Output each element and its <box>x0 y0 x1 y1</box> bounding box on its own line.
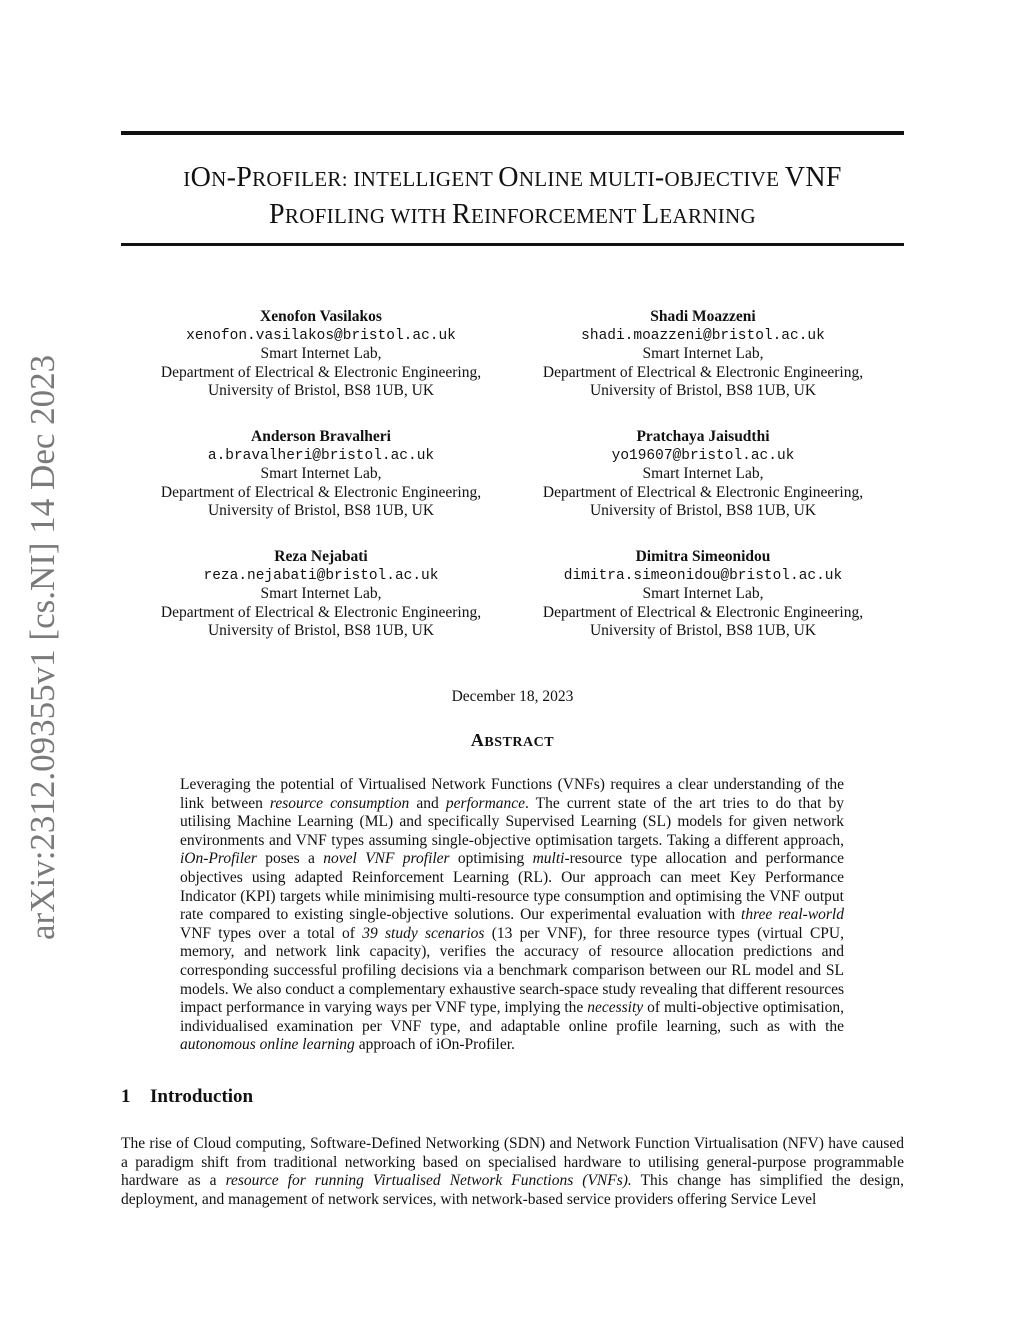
author-email[interactable]: reza.nejabati@bristol.ac.uk <box>203 567 439 584</box>
author-department: Department of Electrical & Electronic Engineering, <box>160 363 482 381</box>
author-department: Department of Electrical & Electronic Engineering, <box>542 363 864 381</box>
author-name: Xenofon Vasilakos <box>260 308 382 325</box>
author-email[interactable]: xenofon.vasilakos@bristol.ac.uk <box>186 327 456 344</box>
author-university: University of Bristol, BS8 1UB, UK <box>207 622 435 639</box>
author-block <box>121 428 521 521</box>
author-name: Dimitra Simeonidou <box>635 548 771 565</box>
author-lab: Smart Internet Lab, <box>642 585 764 602</box>
author-lab: Smart Internet Lab, <box>260 585 382 602</box>
title-top-rule <box>121 131 904 135</box>
author-name: Pratchaya Jaisudthi <box>636 428 770 445</box>
author-department: Department of Electrical & Electronic Engineering, <box>160 483 482 501</box>
author-email[interactable]: shadi.moazzeni@bristol.ac.uk <box>581 327 825 344</box>
author-email[interactable]: a.bravalheri@bristol.ac.uk <box>207 447 435 464</box>
author-department: Department of Electrical & Electronic Engineering, <box>160 603 482 621</box>
abstract-body: Leveraging the potential of Virtualised Network Functions (VNFs) requires a clear understanding of the link between resource consumption and performance. The current state of the art tries to do that by utilising Machine Learning (ML) and specifically Supervised Learning (SL) models for given network environments and VNF types assuming single-objective optimisation targets. Taking a different approach, iOn-Profiler poses a novel VNF profiler optimising multi-resource type allocation and performance objectives using adapted Reinforcement Learning (RL). Our approach can meet Key Performance Indicator (KPI) targets while minimising multi-resource type consumption and optimising the VNF output rate compared to existing single-objective solutions. Our experimental evaluation with three real-world VNF types over a total of 39 study scenarios (13 per VNF), for three resource types (virtual CPU, memory, and network link capacity), verifies the accuracy of resource allocation predictions and corresponding successful profiling decisions via a benchmark comparison between our RL model and SL models. We also conduct a complementary exhaustive search-space study revealing that different resources impact performance in varying ways per VNF type, implying the necessity of multi-objective optimisation, individualised examination per VNF type, and adaptable online profile learning, such as with the autonomous online learning approach of iOn-Profiler. <box>180 776 845 1054</box>
author-lab: Smart Internet Lab, <box>260 345 382 362</box>
author-department: Department of Electrical & Electronic Engineering, <box>542 483 864 501</box>
author-department: Department of Electrical & Electronic Engineering, <box>542 603 864 621</box>
author-university: University of Bristol, BS8 1UB, UK <box>589 382 817 399</box>
author-university: University of Bristol, BS8 1UB, UK <box>589 502 817 519</box>
author-block <box>503 548 903 641</box>
title-bottom-rule <box>121 243 904 246</box>
author-lab: Smart Internet Lab, <box>642 345 764 362</box>
author-block <box>121 548 521 641</box>
arxiv-identifier: arXiv:2312.09355v1 [cs.NI] 14 Dec 2023 <box>23 354 62 940</box>
author-university: University of Bristol, BS8 1UB, UK <box>207 502 435 519</box>
author-university: University of Bristol, BS8 1UB, UK <box>589 622 817 639</box>
title-line-1: ION-PROFILER: INTELLIGENT ONLINE MULTI-OBJECTIVE VNF <box>183 162 842 193</box>
author-email[interactable]: yo19607@bristol.ac.uk <box>611 447 795 464</box>
author-block <box>121 308 521 401</box>
author-block <box>503 428 903 521</box>
author-name: Shadi Moazzeni <box>650 308 756 325</box>
author-lab: Smart Internet Lab, <box>642 465 764 482</box>
author-email[interactable]: dimitra.simeonidou@bristol.ac.uk <box>563 567 843 584</box>
author-lab: Smart Internet Lab, <box>260 465 382 482</box>
title-line-2: PROFILING WITH REINFORCEMENT LEARNING <box>269 199 756 230</box>
author-name: Anderson Bravalheri <box>251 428 391 445</box>
paper-title <box>121 160 904 234</box>
author-name: Reza Nejabati <box>274 548 368 565</box>
section-heading <box>121 1086 253 1108</box>
section-number: 1 <box>121 1086 131 1107</box>
abstract-heading: ABSTRACT <box>470 730 555 750</box>
author-university: University of Bristol, BS8 1UB, UK <box>207 382 435 399</box>
introduction-paragraph: The rise of Cloud computing, Software-Defined Networking (SDN) and Network Function Virtualisation (NFV) have caused a paradigm shift from traditional networking based on specialised hardware to utilising general-purpose programmable hardware as a resource for running Virtualised Network Functions (VNFs). This change has simplified the design, deployment, and management of network services, with network-based service providers offering Service Level <box>121 1135 904 1208</box>
paper-date: December 18, 2023 <box>451 688 574 705</box>
author-block <box>503 308 903 401</box>
section-title: Introduction <box>150 1086 254 1107</box>
